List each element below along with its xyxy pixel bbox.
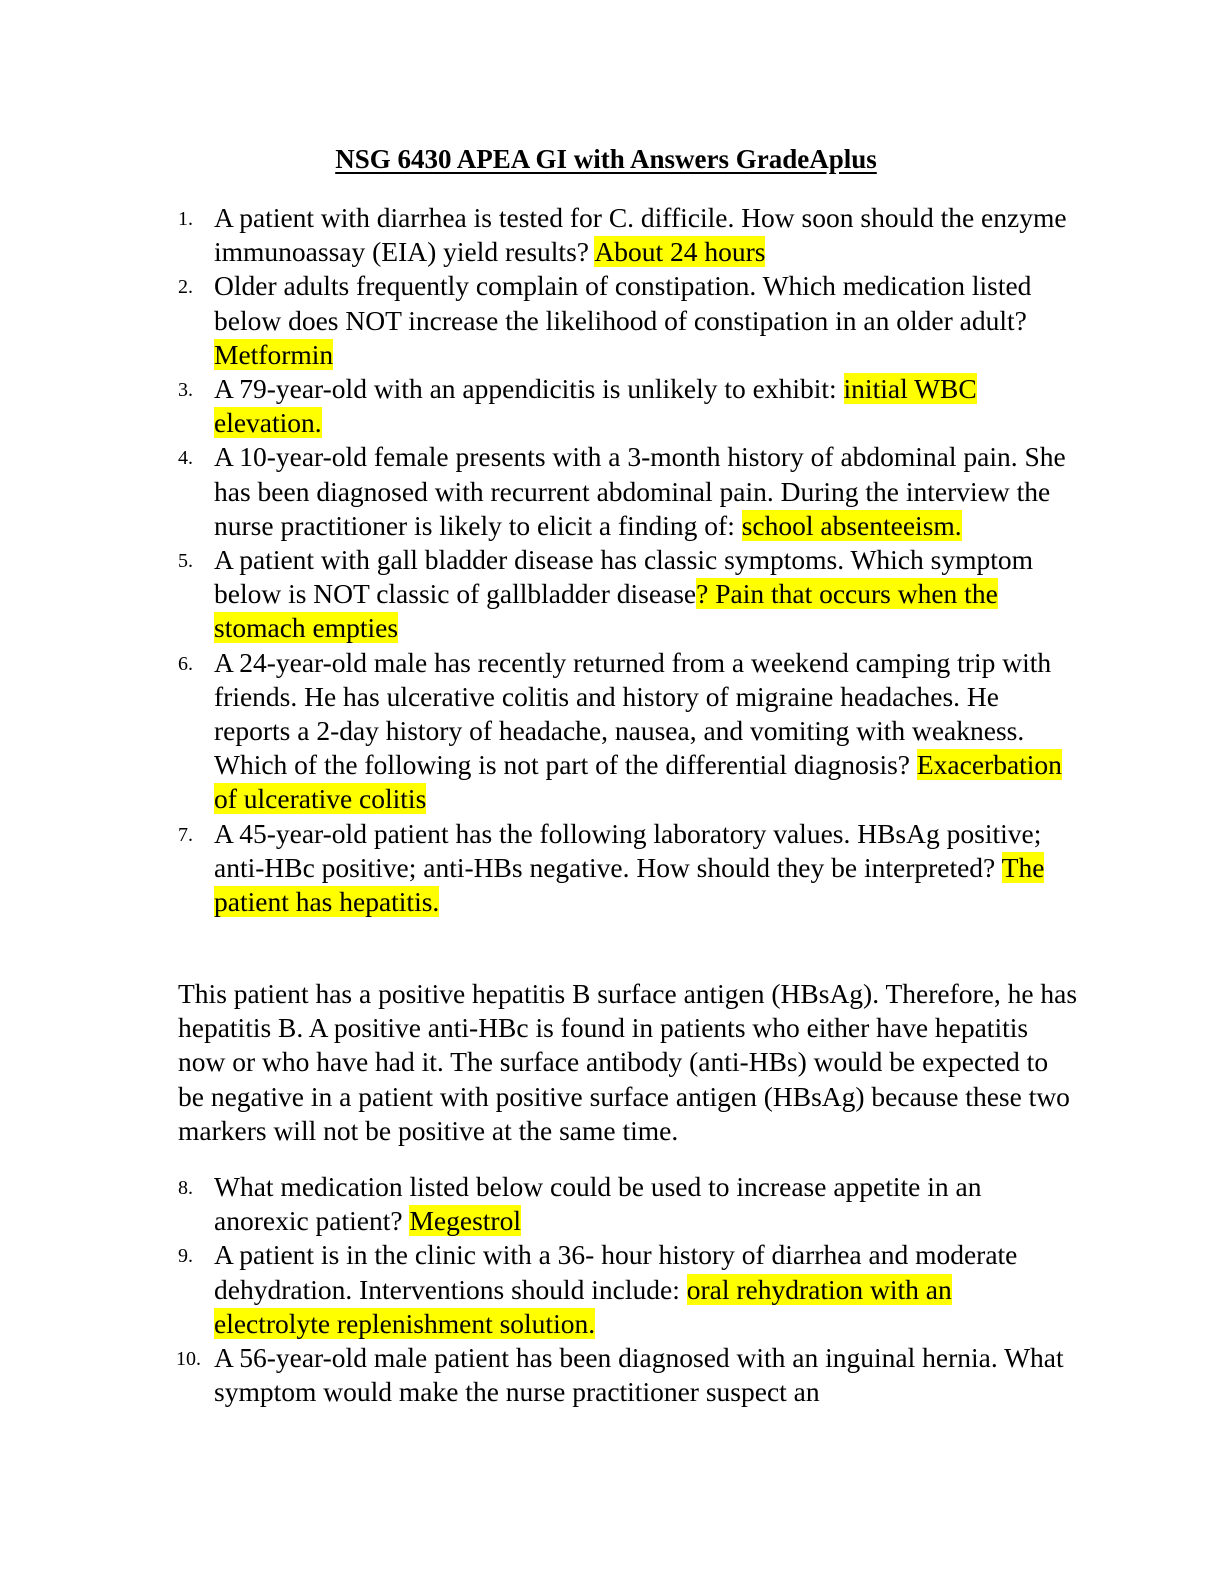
- answer-highlight: The patient has hepatitis.: [214, 851, 1045, 918]
- question-item: [0, 440, 1074, 543]
- answer-highlight: school absenteeism.: [741, 509, 962, 541]
- question-item: [0, 201, 1074, 269]
- explanation-paragraph: This patient has a positive hepatitis B surface antigen (HBsAg). Therefore, he has hepatitis B. A positive anti-HBc is found in patients who either have hepatitis now or who have had it. The surface antibody (anti-HBs) would be expected to be negative in a patient with positive surface antigen (HBsAg) because these two markers will not be positive at the same time.: [178, 978, 1078, 1146]
- answer-highlight: Megestrol: [409, 1205, 521, 1237]
- question-number: 9.: [178, 1245, 193, 1268]
- question-number: 1.: [178, 208, 193, 230]
- question-text: A 24-year-old male has recently returned from a weekend camping trip with friends. He has ulcerative colitis and history of migraine headaches. He reports a 2-day history of headache, nausea, and vomiting with weakness. Which of the following is not part of the differential diagnosis?: [214, 646, 1052, 781]
- question-number: 4.: [178, 447, 193, 470]
- question-item: [0, 372, 1074, 440]
- question-number: 10.: [176, 1348, 201, 1371]
- question-number: 7.: [178, 823, 193, 846]
- question-list-continued: [0, 1170, 1224, 1409]
- question-text: A patient with gall bladder disease has classic symptoms. Which symptom below is NOT classic of gallbladder disease: [214, 544, 1034, 610]
- question-item: [0, 1341, 1074, 1409]
- question-item: [0, 1238, 1074, 1341]
- question-item: [0, 543, 1074, 646]
- question-text: A patient is in the clinic with a 36- hour history of diarrhea and moderate dehydration. Interventions should include:: [214, 1239, 1018, 1305]
- question-text: What medication listed below could be used to increase appetite in an anorexic patient?: [214, 1171, 982, 1237]
- question-number: 3.: [178, 379, 193, 402]
- answer-highlight: oral rehydration with an electrolyte replenishment solution.: [214, 1273, 952, 1339]
- question-number: 2.: [178, 276, 193, 299]
- question-item: [0, 817, 1074, 920]
- question-text: A patient with diarrhea is tested for C. difficile. How soon should the enzyme immunoassay (EIA) yield results?: [214, 202, 1067, 268]
- answer-highlight: ? Pain that occurs when the stomach empties: [214, 578, 998, 644]
- question-item: [0, 1170, 1074, 1238]
- question-text: A 56-year-old male patient has been diagnosed with an inguinal hernia. What symptom would make the nurse practitioner suspect an: [214, 1342, 1064, 1408]
- question-number: 8.: [178, 1177, 193, 1199]
- question-list: [0, 201, 1224, 919]
- question-text: Older adults frequently complain of constipation. Which medication listed below does NOT increase the likelihood of constipation in an older adult?: [214, 270, 1032, 336]
- answer-highlight: Exacerbation of ulcerative colitis: [214, 749, 1062, 815]
- question-item: [0, 646, 1074, 817]
- question-text: A 45-year-old patient has the following laboratory values. HBsAg positive; anti-HBc positive; anti-HBs negative. How should they be interpreted?: [214, 817, 1042, 883]
- answer-highlight: initial WBC elevation.: [214, 373, 977, 439]
- document-title: NSG 6430 APEA GI with Answers GradeAplus: [335, 144, 877, 174]
- answer-highlight: Metformin: [214, 338, 334, 370]
- question-text: A 79-year-old with an appendicitis is unlikely to exhibit:: [214, 373, 844, 405]
- question-number: 6.: [178, 652, 193, 675]
- question-item: [0, 269, 1074, 372]
- question-number: 5.: [178, 550, 193, 573]
- answer-highlight: About 24 hours: [594, 236, 766, 268]
- question-text: A 10-year-old female presents with a 3-month history of abdominal pain. She has been diagnosed with recurrent abdominal pain. During the interview the nurse practitioner is likely to elicit a finding of:: [214, 441, 1066, 541]
